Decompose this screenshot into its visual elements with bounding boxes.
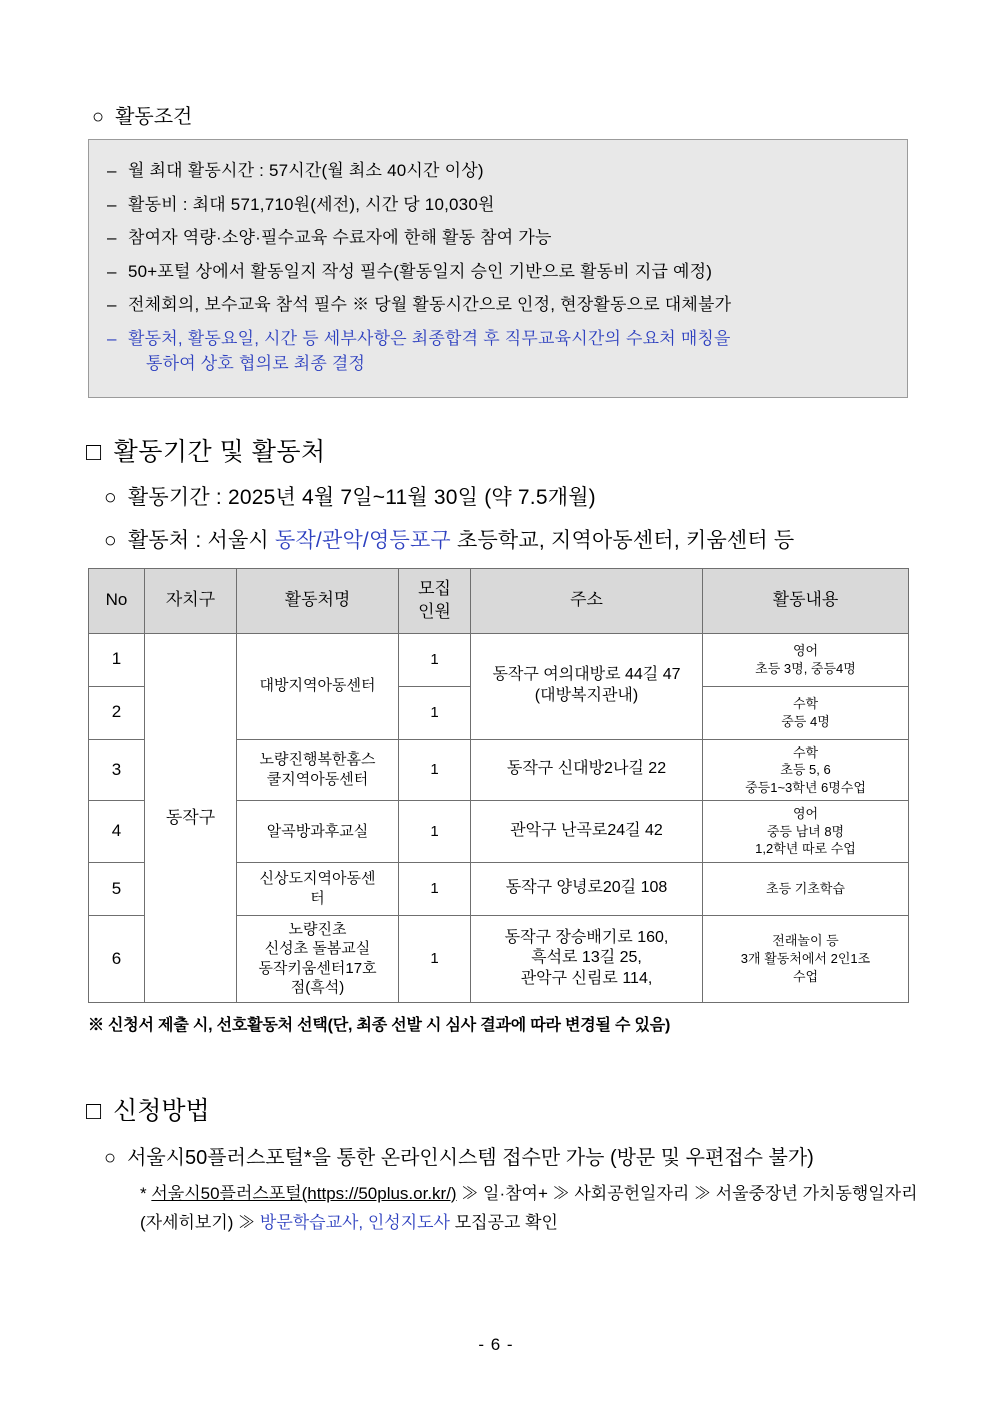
col-address: 주소 [471, 568, 703, 633]
activity-place-suffix: 초등학교, 지역아동센터, 키움센터 등 [450, 528, 795, 552]
cell-place-name-line4: 점(흑석) [290, 979, 345, 997]
activity-places-table [88, 568, 909, 1003]
cell-recruit: 1 [399, 862, 471, 915]
condition-item [107, 221, 889, 255]
cell-place-name: 대방지역아동센터 [237, 633, 399, 739]
col-no: No [89, 568, 145, 633]
cell-place-name-line1: 신상도지역아동센 [259, 870, 376, 888]
cell-content: 초등 기초학습 [703, 862, 909, 915]
apply-detail-rest3: 모집공고 확인 [449, 1212, 558, 1232]
cell-recruit: 1 [399, 915, 471, 1002]
cell-address-line1: 동작구 장승배기로 160, [504, 928, 669, 946]
cell-content-line2: 3개 활동처에서 2인1조 [740, 951, 871, 966]
cell-place-name-line2: 쿨지역아동센터 [266, 770, 369, 788]
apply-method-detail [140, 1180, 930, 1238]
cell-no: 6 [89, 915, 145, 1002]
condition-text-wrapper [128, 326, 889, 377]
cell-address: 관악구 난곡로24길 42 [471, 801, 703, 863]
activity-place-line [104, 524, 914, 554]
col-content: 활동내용 [703, 568, 909, 633]
cell-content-line2: 초등 5, 6 [780, 762, 831, 778]
circle-bullet-icon: ○ [104, 528, 117, 552]
cell-no: 2 [89, 686, 145, 739]
apply-method-text: 서울시50플러스포털*을 통한 온라인시스템 접수만 가능 (방문 및 우편접수 불가) [127, 1146, 814, 1169]
condition-item [107, 188, 889, 222]
activity-place-districts: 동작/관악/영등포구 [274, 528, 451, 552]
cell-place-name-line1: 노량진초 [288, 920, 347, 938]
cell-content-line1: 전래놀이 등 [772, 933, 839, 949]
condition-item [107, 255, 889, 289]
period-section-title: 활동기간 및 활동처 [113, 437, 326, 466]
cell-place-name-line3: 동작키움센터17호 [258, 959, 377, 977]
col-place-name: 활동처명 [237, 568, 399, 633]
cell-address [471, 633, 703, 739]
dash-icon: – [107, 295, 117, 314]
cell-content-line3: 1,2학년 따로 수업 [755, 841, 856, 857]
activity-period-line [104, 481, 914, 511]
square-bullet-icon: □ [86, 437, 102, 466]
condition-text-line2: 통하여 상호 협의로 최종 결정 [146, 354, 366, 373]
condition-item-highlighted [107, 322, 889, 381]
cell-content [703, 801, 909, 863]
condition-text: 활동비 : 최대 571,710원(세전), 시간 당 10,030원 [128, 194, 495, 214]
condition-text: 월 최대 활동시간 : 57시간(월 최소 40시간 이상) [128, 161, 484, 180]
dash-icon: – [107, 228, 117, 247]
condition-text: 50+포털 상에서 활동일지 작성 필수(활동일지 승인 기반으로 활동비 지급 예정) [128, 261, 713, 281]
condition-text: 전체회의, 보수교육 참석 필수 ※ 당월 활동시간으로 인정, 현장활동으로 대체불가 [128, 295, 732, 314]
cell-content-line1: 수학 [792, 695, 819, 711]
page-number: - 6 - [478, 1335, 514, 1354]
cell-address-line2: 흑석로 13길 25, [531, 949, 642, 967]
circle-bullet-icon: ○ [92, 106, 105, 128]
portal-link[interactable]: 서울시50플러스포털(https://50plus.or.kr/) [151, 1183, 457, 1203]
cell-content-line2: 중등 4명 [781, 713, 830, 729]
cell-content [703, 633, 909, 686]
cell-content [703, 739, 909, 801]
cell-place-name [237, 862, 399, 915]
cell-recruit: 1 [399, 739, 471, 801]
cell-content [703, 915, 909, 1002]
cell-content-line2: 중등 남녀 8명 [766, 823, 845, 839]
condition-item [107, 154, 889, 188]
col-recruit-count [399, 568, 471, 633]
activity-period-text: 활동기간 : 2025년 4월 7일~11월 30일 (약 7.5개월) [127, 485, 596, 509]
cell-content-line1: 영어 [792, 642, 819, 658]
square-bullet-icon: □ [86, 1096, 102, 1125]
cell-content [703, 686, 909, 739]
table-header-row [89, 568, 909, 633]
table-note: ※ 신청서 제출 시, 선호활동처 선택(단, 최종 선발 시 심사 결과에 따라 변경될 수 있음) [88, 1016, 671, 1034]
cell-address-line2: (대방복지관내) [534, 687, 639, 704]
cell-place-name [237, 739, 399, 801]
asterisk-icon: * [140, 1183, 147, 1203]
cell-recruit: 1 [399, 801, 471, 863]
circle-bullet-icon: ○ [104, 485, 117, 509]
cell-place-name-line2: 터 [310, 889, 325, 907]
activity-place-prefix: 활동처 : 서울시 [127, 528, 275, 552]
cell-address: 동작구 양녕로20길 108 [471, 862, 703, 915]
cell-content-line3: 중등1~3학년 6명수업 [745, 779, 866, 795]
dash-icon: – [107, 328, 117, 348]
cell-place-name-line2: 신성초 돌봄교실 [264, 940, 371, 958]
circle-bullet-icon: ○ [104, 1146, 117, 1169]
condition-text: 활동처, 활동요일, 시간 등 세부사항은 최종합격 후 직무교육시간의 수요처 매칭을 [128, 328, 731, 348]
cell-content-line1: 수학 [792, 744, 819, 760]
activity-conditions-heading [92, 100, 914, 129]
activity-conditions-title: 활동조건 [115, 106, 193, 128]
cell-recruit: 1 [399, 686, 471, 739]
cell-content-line3: 수업 [792, 968, 819, 984]
apply-method-title: 신청방법 [113, 1096, 210, 1125]
dash-icon: – [107, 161, 117, 180]
col-recruit-line1: 모집 [418, 579, 451, 599]
cell-no: 1 [89, 633, 145, 686]
condition-item [107, 288, 889, 322]
period-section-heading [86, 432, 914, 468]
activity-place-text [128, 524, 795, 554]
table-row [89, 633, 909, 686]
col-recruit-line2: 인원 [418, 601, 451, 621]
cell-content-line2: 초등 3명, 중등4명 [755, 660, 856, 676]
dash-icon: – [107, 261, 117, 281]
cell-address [471, 915, 703, 1002]
cell-no: 4 [89, 801, 145, 863]
cell-address-line3: 관악구 신림로 114, [520, 970, 653, 988]
cell-recruit: 1 [399, 633, 471, 686]
col-district: 자치구 [145, 568, 237, 633]
apply-detail-roles: 방문학습교사, 인성지도사 [259, 1212, 450, 1232]
cell-address-line1: 동작구 여의대방로 44길 47 [492, 666, 681, 684]
cell-place-name: 알곡방과후교실 [237, 801, 399, 863]
cell-address: 동작구 신대방2나길 22 [471, 739, 703, 801]
cell-no: 3 [89, 739, 145, 801]
apply-method-line [104, 1141, 914, 1170]
apply-method-heading [86, 1091, 914, 1127]
cell-no: 5 [89, 862, 145, 915]
activity-conditions-box [88, 139, 908, 398]
cell-place-name [237, 915, 399, 1002]
condition-text: 참여자 역량·소양·필수교육 수료자에 한해 활동 참여 가능 [128, 228, 552, 247]
apply-detail-rest1: ≫ 일·참여+ ≫ 사회공헌일자리 ≫ 서울 [456, 1183, 749, 1203]
apply-detail-rest2: 중장년 가치동행일자리(자세히보기) ≫ [140, 1183, 918, 1232]
cell-content-line1: 영어 [792, 806, 819, 822]
cell-place-name-line1: 노량진행복한홈스 [259, 751, 376, 769]
cell-district: 동작구 [145, 633, 237, 1002]
dash-icon: – [107, 194, 117, 214]
